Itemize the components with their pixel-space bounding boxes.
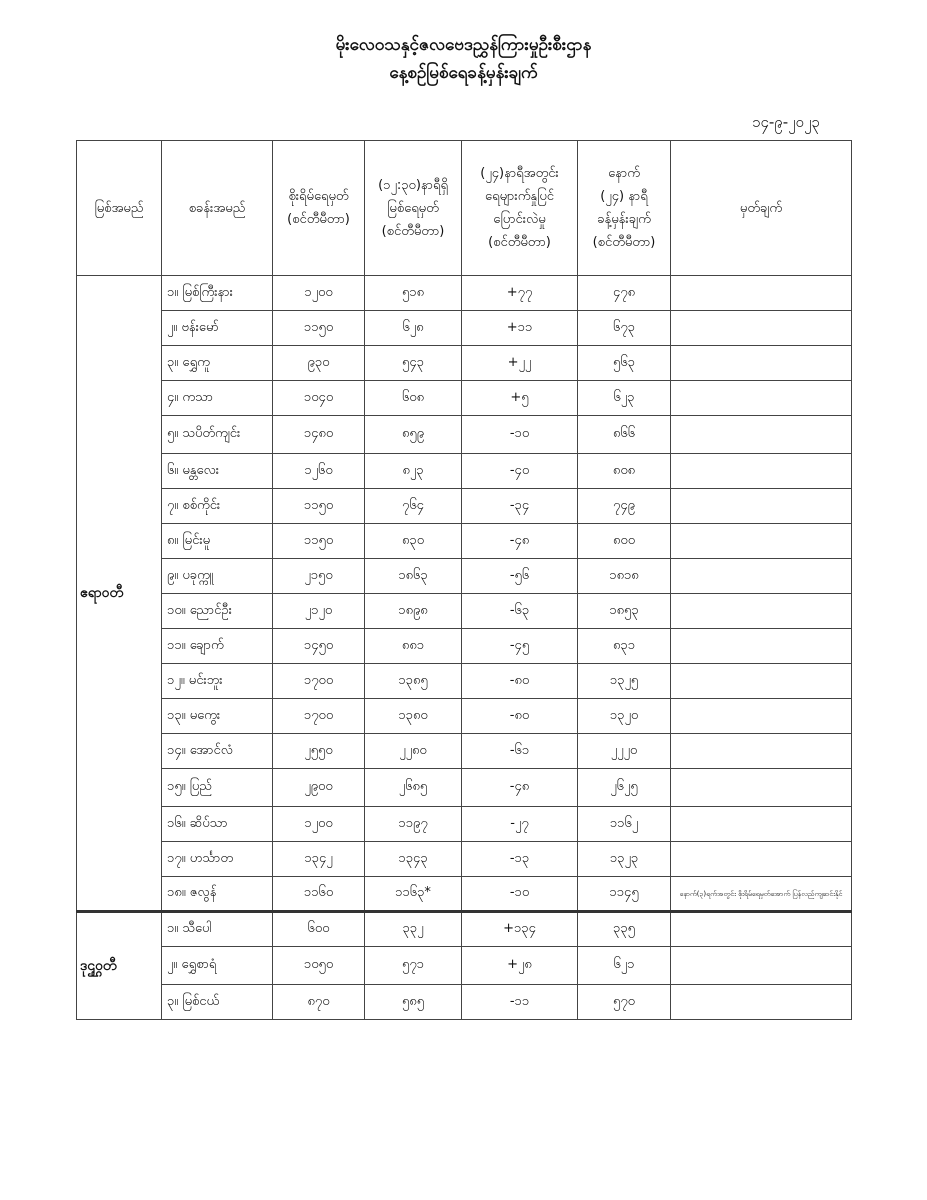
table-row [77, 454, 852, 489]
table-row [77, 807, 852, 842]
change-cell: -၂၇ [462, 807, 578, 842]
forecast-cell: ၁၈၅၃ [578, 594, 671, 629]
station-cell: ၄။ ကသာ [162, 381, 273, 416]
remark-cell [671, 769, 852, 807]
danger-cell: ၁၇၀၀ [273, 699, 365, 734]
station-cell: ၁၄။ အောင်လံ [162, 734, 273, 769]
station-cell: ၆။ မန္တလေး [162, 454, 273, 489]
header-observed-level: (၁၂:၃၀)နာရီရှိ မြစ်ရေမှတ် (စင်တီမီတာ) [365, 141, 462, 276]
remark-cell [671, 346, 852, 381]
table-row [77, 381, 852, 416]
river-name: ဧရာဝတီ [77, 276, 162, 912]
remark-cell [671, 629, 852, 664]
station-cell: ၁၈။ ဇလွန် [162, 877, 273, 912]
table-row [77, 276, 852, 311]
station-cell: ၁၅။ ပြည် [162, 769, 273, 807]
forecast-cell: ၈၀၈ [578, 454, 671, 489]
obs-cell: ၈၈၁ [365, 629, 462, 664]
forecast-cell: ၆၂၁ [578, 947, 671, 985]
change-cell: -၄၈ [462, 524, 578, 559]
obs-cell: ၅၄၃ [365, 346, 462, 381]
obs-cell: ၁၃၈၀ [365, 699, 462, 734]
header-remark: မှတ်ချက် [671, 141, 852, 276]
remark-cell [671, 594, 852, 629]
forecast-cell: ၅၇၀ [578, 985, 671, 1020]
header-forecast: နောက် (၂၄) နာရီ ခန့်မှန်းချက် (စင်တီမီတာ) [578, 141, 671, 276]
forecast-cell: ၆၇၃ [578, 311, 671, 346]
obs-cell: ၆၂၈ [365, 311, 462, 346]
obs-cell: ၇၆၄ [365, 489, 462, 524]
obs-cell: ၅၁၈ [365, 276, 462, 311]
obs-cell: ၁၈၆၃ [365, 559, 462, 594]
table-row [77, 489, 852, 524]
remark-cell [671, 734, 852, 769]
danger-cell: ၁၄၅၀ [273, 629, 365, 664]
danger-cell: ၂၁၅၀ [273, 559, 365, 594]
obs-cell: ၃၃၂ [365, 912, 462, 947]
danger-cell: ၈၇၀ [273, 985, 365, 1020]
forecast-cell: ၈၀၀ [578, 524, 671, 559]
table-row [77, 985, 852, 1020]
table-row [77, 947, 852, 985]
remark-cell [671, 454, 852, 489]
table-row [77, 734, 852, 769]
danger-cell: ၂၁၂၀ [273, 594, 365, 629]
station-cell: ၁၁။ ချောက် [162, 629, 273, 664]
table-row [77, 842, 852, 877]
station-cell: ၂။ ဗန်းမော် [162, 311, 273, 346]
forecast-cell: ၁၈၁၈ [578, 559, 671, 594]
remark-cell [671, 311, 852, 346]
station-cell: ၁၀။ ညောင်ဦး [162, 594, 273, 629]
remark-cell [671, 842, 852, 877]
table-row [77, 629, 852, 664]
change-cell: +၁၁ [462, 311, 578, 346]
change-cell: -၈၀ [462, 664, 578, 699]
obs-cell: ၈၂၃ [365, 454, 462, 489]
forecast-cell: ၂၆၂၅ [578, 769, 671, 807]
obs-cell: ၁၃၈၅ [365, 664, 462, 699]
change-cell: +၅ [462, 381, 578, 416]
report-date: ၁၄-၉-၂၀၂၃ [752, 113, 820, 131]
forecast-cell: ၁၁၆၂ [578, 807, 671, 842]
remark-cell: နောက်(၃)ရက်အတွင်း စိုးရိမ်ရေမှတ်အောက် ပြန်လည်ကျဆင်းနိုင် [671, 877, 852, 912]
remark-cell [671, 381, 852, 416]
change-cell: -၁၀ [462, 416, 578, 454]
danger-cell: ၁၂၀၀ [273, 807, 365, 842]
table-row [77, 594, 852, 629]
table-row [77, 559, 852, 594]
forecast-cell: ၆၂၃ [578, 381, 671, 416]
forecast-cell: ၃၃၅ [578, 912, 671, 947]
change-cell: -၆၃ [462, 594, 578, 629]
change-cell: -၃၄ [462, 489, 578, 524]
obs-cell: ၅၇၁ [365, 947, 462, 985]
danger-cell: ၂၅၅၀ [273, 734, 365, 769]
table-row [77, 699, 852, 734]
change-cell: -၅၆ [462, 559, 578, 594]
remark-cell [671, 524, 852, 559]
station-cell: ၁၃။ မကွေး [162, 699, 273, 734]
table-row [77, 346, 852, 381]
forecast-cell: ၅၆၃ [578, 346, 671, 381]
danger-cell: ၁၂၆၀ [273, 454, 365, 489]
change-cell: +၂၈ [462, 947, 578, 985]
table-row [77, 769, 852, 807]
danger-cell: ၁၁၆၀ [273, 877, 365, 912]
danger-cell: ၁၃၄၂ [273, 842, 365, 877]
table-row [77, 311, 852, 346]
station-cell: ၁၆။ ဆိပ်သာ [162, 807, 273, 842]
station-cell: ၈။ မြင်းမူ [162, 524, 273, 559]
station-cell: ၃။ ရွှေကူ [162, 346, 273, 381]
change-cell: +၂၂ [462, 346, 578, 381]
remark-cell [671, 489, 852, 524]
change-cell: +၇၇ [462, 276, 578, 311]
obs-cell: ၁၃၄၃ [365, 842, 462, 877]
danger-cell: ၁၀၄၀ [273, 381, 365, 416]
remark-cell [671, 699, 852, 734]
change-cell: -၁၁ [462, 985, 578, 1020]
page-subtitle: နေ့စဉ်မြစ်ရေခန့်မှန်းချက် [389, 63, 538, 83]
station-cell: ၅။ သပိတ်ကျင်း [162, 416, 273, 454]
station-cell: ၃။ မြစ်ငယ် [162, 985, 273, 1020]
remark-cell [671, 664, 852, 699]
forecast-cell: ၁၁၄၅ [578, 877, 671, 912]
obs-cell: ၅၈၅ [365, 985, 462, 1020]
change-cell: -၁၃ [462, 842, 578, 877]
station-cell: ၁။ မြစ်ကြီးနား [162, 276, 273, 311]
danger-cell: ၁၇၀၀ [273, 664, 365, 699]
obs-cell: ၂၂၈၀ [365, 734, 462, 769]
change-cell: -၈၀ [462, 699, 578, 734]
danger-cell: ၁၂၀၀ [273, 276, 365, 311]
remark-cell [671, 276, 852, 311]
forecast-cell: ၄၇၈ [578, 276, 671, 311]
forecast-cell: ၁၃၂၃ [578, 842, 671, 877]
table-row [77, 416, 852, 454]
river-forecast-table [76, 140, 852, 1020]
danger-cell: ၁၀၅၀ [273, 947, 365, 985]
remark-cell [671, 912, 852, 947]
table-row [77, 524, 852, 559]
forecast-cell: ၈၆၆ [578, 416, 671, 454]
station-cell: ၉။ ပခုက္ကူ [162, 559, 273, 594]
danger-cell: ၉၃၀ [273, 346, 365, 381]
obs-cell: ၈၃၀ [365, 524, 462, 559]
station-cell: ၂။ ရွှေစာရံ [162, 947, 273, 985]
danger-cell: ၁၄၈၀ [273, 416, 365, 454]
station-cell: ၁။ သီပေါ [162, 912, 273, 947]
change-cell: -၄၈ [462, 769, 578, 807]
remark-cell [671, 947, 852, 985]
obs-cell: ၁၈၉၈ [365, 594, 462, 629]
station-cell: ၁၇။ ဟင်္သာတ [162, 842, 273, 877]
header-row [77, 141, 852, 276]
page-title: မိုးလေဝသနှင့်ဇလဗေဒညွှန်ကြားမှုဦးစီးဌာန [335, 35, 592, 55]
danger-cell: ၂၉၀၀ [273, 769, 365, 807]
change-cell: -၄၅ [462, 629, 578, 664]
change-cell: +၁၃၄ [462, 912, 578, 947]
forecast-cell: ၇၄၉ [578, 489, 671, 524]
forecast-cell: ၈၃၁ [578, 629, 671, 664]
obs-cell: ၈၅၉ [365, 416, 462, 454]
station-cell: ၁၂။ မင်းဘူး [162, 664, 273, 699]
change-cell: -၄၀ [462, 454, 578, 489]
obs-cell: ၆၀၈ [365, 381, 462, 416]
danger-cell: ၁၁၅၀ [273, 311, 365, 346]
danger-cell: ၁၁၅၀ [273, 489, 365, 524]
obs-cell: ၂၆၈၅ [365, 769, 462, 807]
table-row [77, 912, 852, 947]
remark-cell [671, 985, 852, 1020]
remark-cell [671, 559, 852, 594]
header-river: မြစ်အမည် [77, 141, 162, 276]
table-row [77, 877, 852, 912]
forecast-cell: ၁၃၂၀ [578, 699, 671, 734]
header-24h-change: (၂၄)နာရီအတွင်း ရေများက်နှုပြင် ပြောင်းလဲမှု (စင်တီမီတာ) [462, 141, 578, 276]
station-cell: ၇။ စစ်ကိုင်း [162, 489, 273, 524]
remark-cell [671, 416, 852, 454]
change-cell: -၆၁ [462, 734, 578, 769]
forecast-cell: ၂၂၂၀ [578, 734, 671, 769]
river-name: ဒုဌ္ဌဝတီ [77, 912, 162, 1020]
change-cell: -၁၀ [462, 877, 578, 912]
danger-cell: ၆၀၀ [273, 912, 365, 947]
danger-cell: ၁၁၅၀ [273, 524, 365, 559]
header-danger-level: စိုးရိမ်ရေမှတ် (စင်တီမီတာ) [273, 141, 365, 276]
forecast-cell: ၁၃၂၅ [578, 664, 671, 699]
obs-cell: ၁၁၉၇ [365, 807, 462, 842]
remark-cell [671, 807, 852, 842]
obs-cell: ၁၁၆၃* [365, 877, 462, 912]
table-row [77, 664, 852, 699]
header-station: စခန်းအမည် [162, 141, 273, 276]
